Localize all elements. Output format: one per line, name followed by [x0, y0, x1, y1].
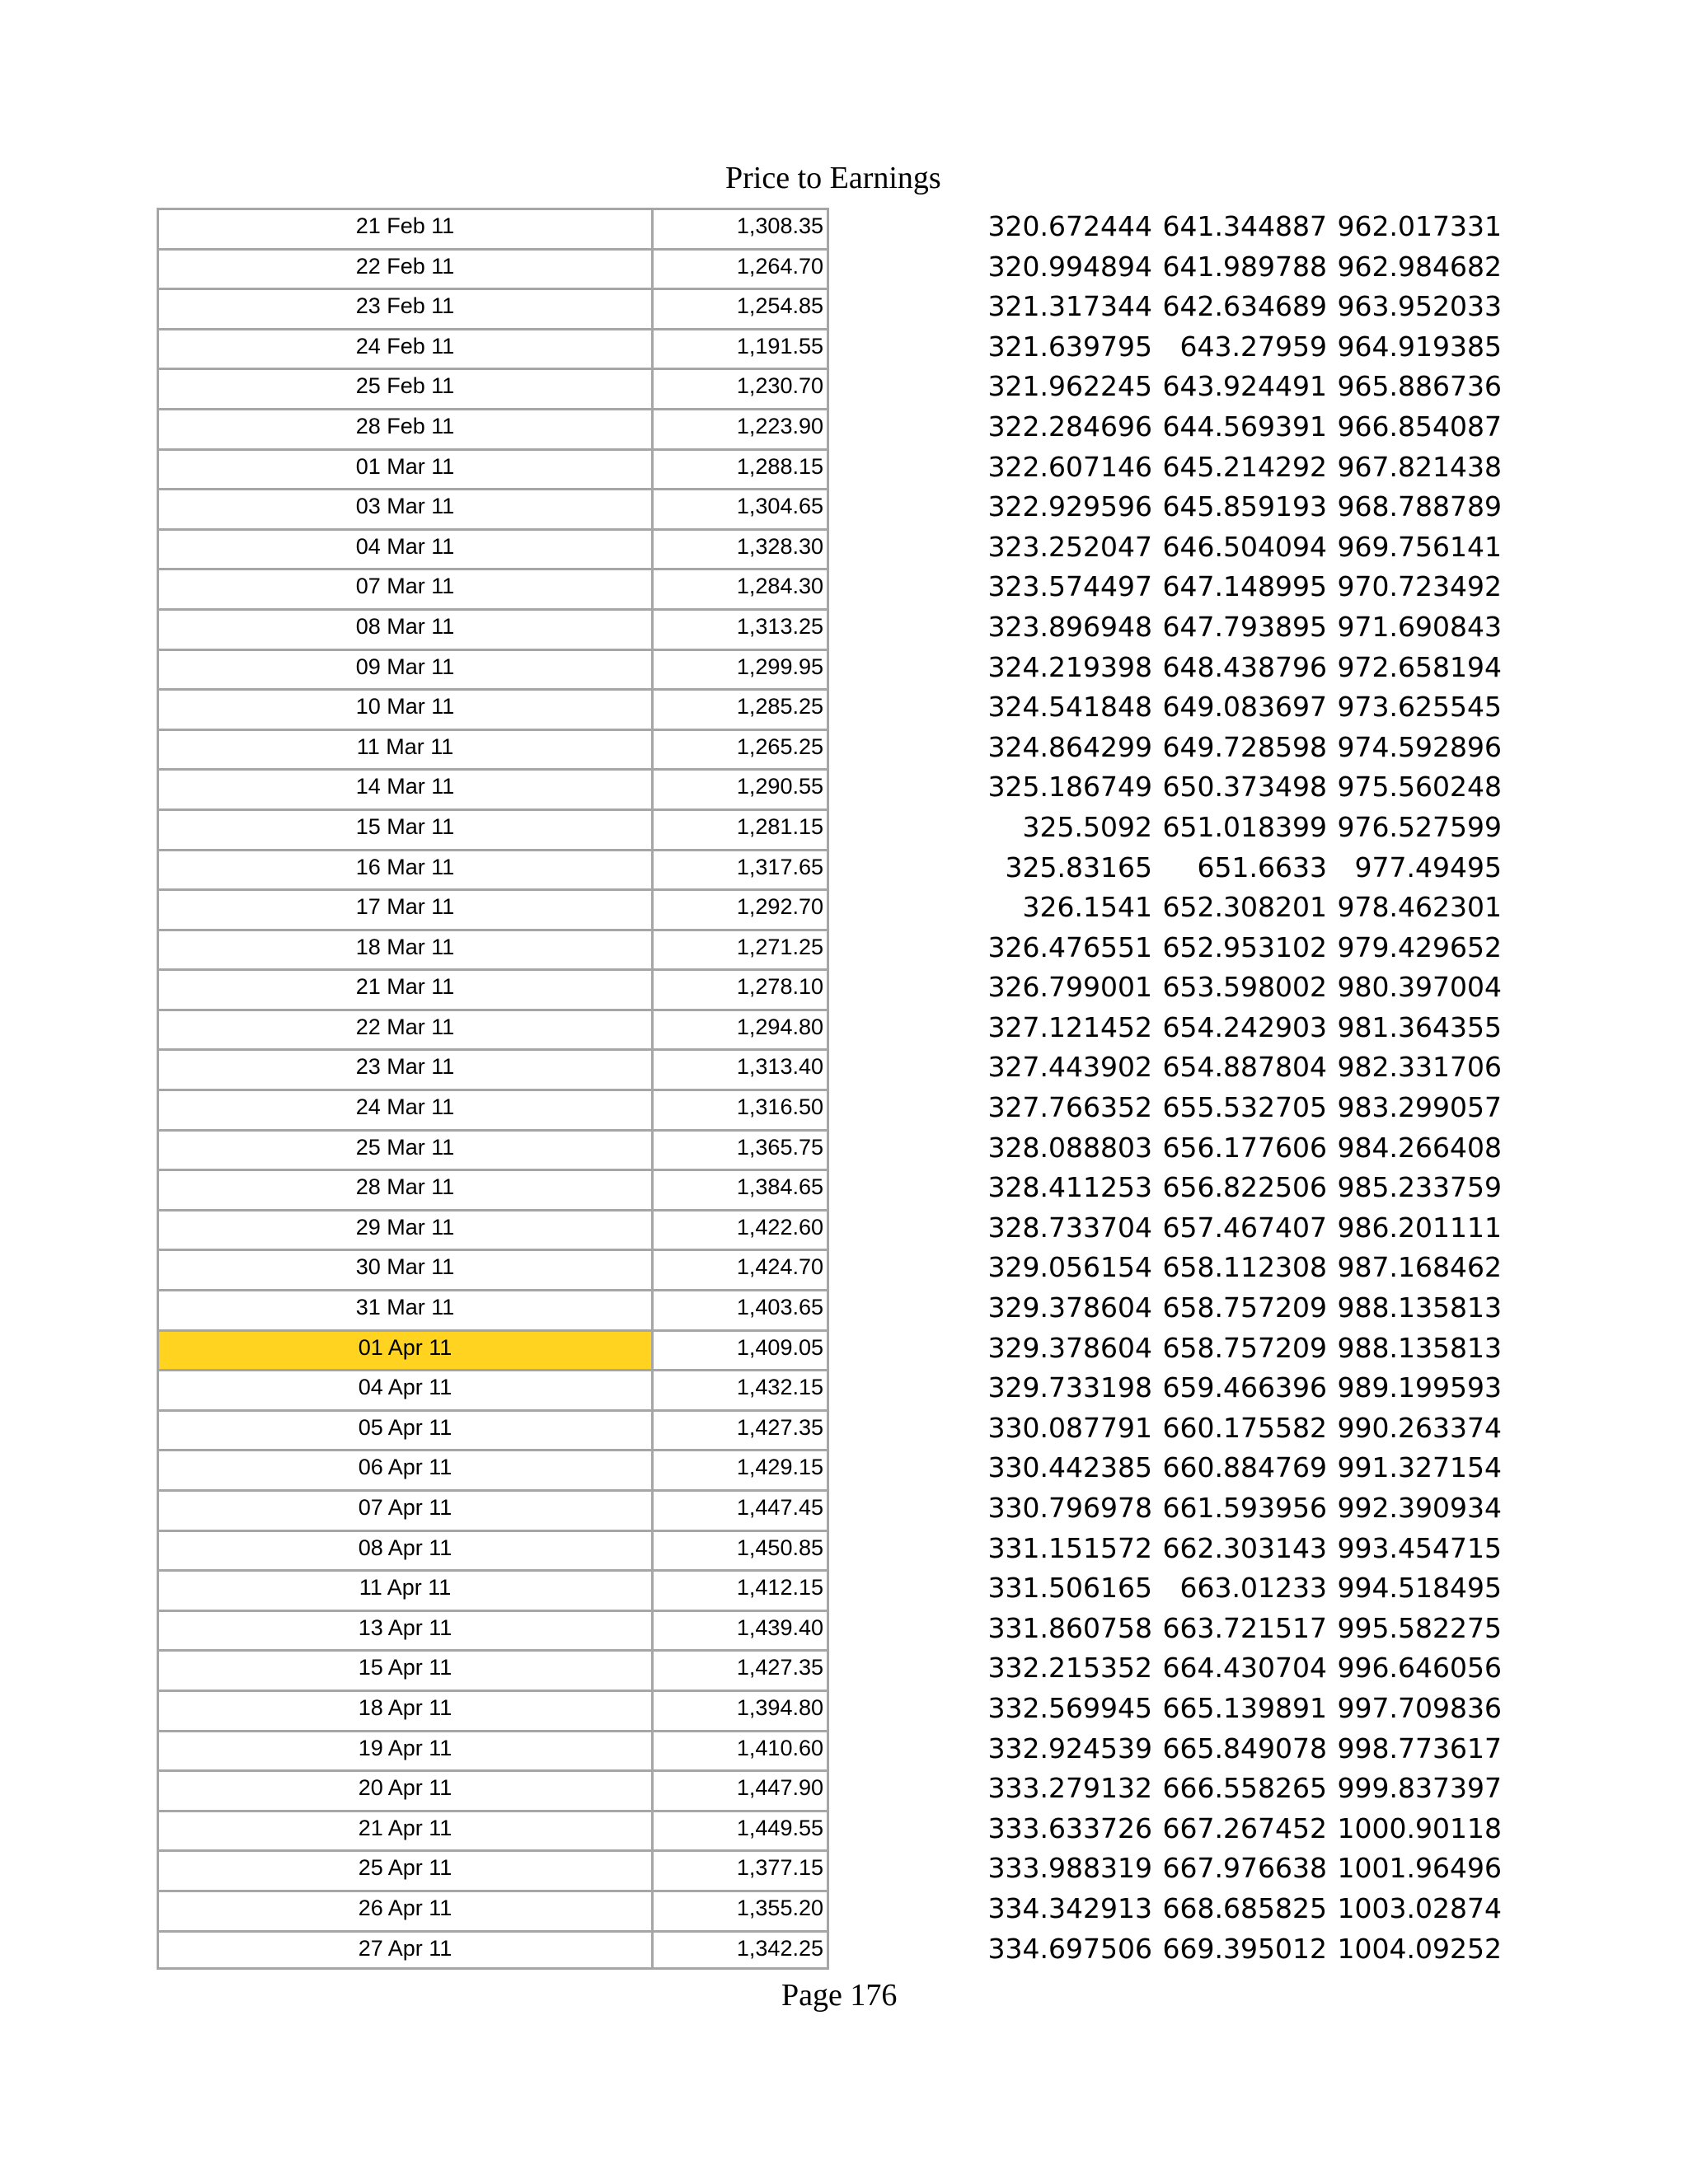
table-row: [157, 328, 1502, 368]
date-cell: 21 Apr 11: [157, 1810, 651, 1850]
price-cell: 1,412.15: [651, 1569, 829, 1610]
value-cell-1: 322.284696: [987, 410, 1152, 443]
value-cell-1: 332.924539: [987, 1732, 1152, 1765]
value-cell-2: 660.175582: [1162, 1411, 1327, 1444]
value-cell-2: 643.27959: [1179, 330, 1327, 363]
price-cell: 1,355.20: [651, 1890, 829, 1930]
date-cell: 15 Mar 11: [157, 808, 651, 849]
value-cell-2: 662.303143: [1162, 1531, 1327, 1564]
value-cell-1: 322.607146: [987, 450, 1152, 483]
price-cell: 1,281.15: [651, 808, 829, 849]
table-row: [157, 1849, 1502, 1890]
value-cell-3: 977.49495: [1354, 851, 1502, 883]
date-cell: 01 Mar 11: [157, 448, 651, 489]
price-cell: 1,377.15: [651, 1849, 829, 1890]
table-row: [157, 248, 1502, 288]
table-row: [157, 649, 1502, 689]
value-cell-3: 978.462301: [1337, 891, 1502, 924]
value-cell-2: 649.083697: [1162, 691, 1327, 724]
date-cell: 04 Apr 11: [157, 1369, 651, 1409]
value-cell-2: 655.532705: [1162, 1091, 1327, 1124]
value-cell-2: 657.467407: [1162, 1211, 1327, 1244]
table-row: [157, 1209, 1502, 1249]
date-cell: 04 Mar 11: [157, 528, 651, 569]
value-cell-1: 330.442385: [987, 1451, 1152, 1484]
value-cell-2: 654.242903: [1162, 1010, 1327, 1043]
price-cell: 1,294.80: [651, 1009, 829, 1049]
value-cell-3: 997.709836: [1337, 1691, 1502, 1724]
value-cell-1: 333.633726: [987, 1811, 1152, 1844]
value-cell-1: 320.994894: [987, 250, 1152, 283]
table-row: [157, 1649, 1502, 1690]
table-row: [157, 729, 1502, 769]
date-cell: 07 Apr 11: [157, 1489, 651, 1530]
value-cell-3: 994.518495: [1337, 1572, 1502, 1605]
value-cell-2: 656.822506: [1162, 1171, 1327, 1204]
value-cell-2: 647.148995: [1162, 570, 1327, 603]
price-cell: 1,365.75: [651, 1129, 829, 1169]
value-cell-3: 984.266408: [1337, 1131, 1502, 1164]
value-cell-2: 652.308201: [1162, 891, 1327, 924]
value-cell-2: 651.6633: [1197, 851, 1327, 883]
value-cell-3: 965.886736: [1337, 370, 1502, 403]
price-cell: 1,299.95: [651, 649, 829, 689]
date-cell: 28 Feb 11: [157, 408, 651, 448]
value-cell-3: 988.135813: [1337, 1331, 1502, 1364]
value-cell-2: 665.139891: [1162, 1691, 1327, 1724]
value-cell-3: 1001.96496: [1337, 1852, 1502, 1885]
table-row: [157, 808, 1502, 849]
value-cell-2: 658.757209: [1162, 1331, 1327, 1364]
value-cell-1: 322.929596: [987, 490, 1152, 523]
value-cell-2: 661.593956: [1162, 1492, 1327, 1524]
value-cell-1: 325.5092: [1022, 810, 1152, 843]
table-row: [157, 1690, 1502, 1730]
table-row: [157, 1289, 1502, 1329]
date-cell: 23 Mar 11: [157, 1048, 651, 1089]
table-row: [157, 528, 1502, 569]
price-cell: 1,447.90: [651, 1769, 829, 1810]
value-cell-1: 321.317344: [987, 290, 1152, 323]
price-cell: 1,316.50: [651, 1089, 829, 1129]
table-row: [157, 1048, 1502, 1089]
value-cell-3: 962.017331: [1337, 210, 1502, 242]
value-cell-3: 993.454715: [1337, 1531, 1502, 1564]
page-number: Page 176: [781, 1978, 898, 2013]
value-cell-2: 663.01233: [1179, 1572, 1327, 1605]
price-cell: 1,328.30: [651, 528, 829, 569]
table-row: [157, 448, 1502, 489]
value-cell-1: 329.378604: [987, 1291, 1152, 1324]
table-row: [157, 1930, 1502, 1971]
value-cell-2: 647.793895: [1162, 610, 1327, 643]
value-cell-1: 331.506165: [987, 1572, 1152, 1605]
value-cell-2: 665.849078: [1162, 1732, 1327, 1765]
value-cell-3: 998.773617: [1337, 1732, 1502, 1765]
value-cell-1: 323.574497: [987, 570, 1152, 603]
table-row: [157, 1089, 1502, 1129]
value-cell-3: 974.592896: [1337, 730, 1502, 763]
price-cell: 1,278.10: [651, 968, 829, 1009]
value-cell-3: 992.390934: [1337, 1492, 1502, 1524]
date-cell: 16 Mar 11: [157, 849, 651, 889]
value-cell-1: 334.697506: [987, 1932, 1152, 1965]
price-cell: 1,271.25: [651, 929, 829, 969]
table-row: [157, 1730, 1502, 1770]
date-cell: 18 Mar 11: [157, 929, 651, 969]
value-cell-2: 663.721517: [1162, 1611, 1327, 1644]
value-cell-3: 995.582275: [1337, 1611, 1502, 1644]
date-cell: 24 Feb 11: [157, 328, 651, 368]
value-cell-1: 327.121452: [987, 1010, 1152, 1043]
value-cell-2: 644.569391: [1162, 410, 1327, 443]
value-cell-1: 332.569945: [987, 1691, 1152, 1724]
price-cell: 1,447.45: [651, 1489, 829, 1530]
date-cell: 23 Feb 11: [157, 288, 651, 328]
price-cell: 1,191.55: [651, 328, 829, 368]
table-row: [157, 368, 1502, 408]
value-cell-1: 332.215352: [987, 1652, 1152, 1685]
value-cell-1: 326.799001: [987, 971, 1152, 1004]
date-cell: 11 Apr 11: [157, 1569, 651, 1610]
table-row: [157, 1329, 1502, 1370]
date-cell: 25 Apr 11: [157, 1849, 651, 1890]
value-cell-3: 968.788789: [1337, 490, 1502, 523]
value-cell-3: 983.299057: [1337, 1091, 1502, 1124]
table-row: [157, 408, 1502, 448]
value-cell-3: 964.919385: [1337, 330, 1502, 363]
value-cell-3: 963.952033: [1337, 290, 1502, 323]
price-cell: 1,342.25: [651, 1930, 829, 1971]
date-cell: 18 Apr 11: [157, 1690, 651, 1730]
date-cell: 19 Apr 11: [157, 1730, 651, 1770]
value-cell-2: 656.177606: [1162, 1131, 1327, 1164]
table-row: [157, 688, 1502, 729]
date-cell: 25 Feb 11: [157, 368, 651, 408]
value-cell-2: 642.634689: [1162, 290, 1327, 323]
value-cell-1: 326.476551: [987, 930, 1152, 963]
value-cell-1: 331.860758: [987, 1611, 1152, 1644]
value-cell-2: 651.018399: [1162, 810, 1327, 843]
value-cell-1: 333.279132: [987, 1772, 1152, 1805]
price-cell: 1,427.35: [651, 1409, 829, 1450]
price-cell: 1,284.30: [651, 568, 829, 608]
table-row: [157, 1009, 1502, 1049]
date-cell: 21 Feb 11: [157, 208, 651, 248]
date-cell: 28 Mar 11: [157, 1169, 651, 1209]
price-cell: 1,409.05: [651, 1329, 829, 1370]
value-cell-1: 328.411253: [987, 1171, 1152, 1204]
table-row: [157, 968, 1502, 1009]
table-row: [157, 208, 1502, 248]
price-cell: 1,265.25: [651, 729, 829, 769]
value-cell-2: 645.859193: [1162, 490, 1327, 523]
value-cell-3: 962.984682: [1337, 250, 1502, 283]
value-cell-3: 990.263374: [1337, 1411, 1502, 1444]
price-cell: 1,403.65: [651, 1289, 829, 1329]
price-cell: 1,432.15: [651, 1369, 829, 1409]
table-row: [157, 1769, 1502, 1810]
date-cell: 22 Feb 11: [157, 248, 651, 288]
value-cell-2: 649.728598: [1162, 730, 1327, 763]
price-cell: 1,304.65: [651, 488, 829, 528]
value-cell-3: 985.233759: [1337, 1171, 1502, 1204]
date-cell: 27 Apr 11: [157, 1930, 651, 1971]
date-cell: 03 Mar 11: [157, 488, 651, 528]
value-cell-1: 333.988319: [987, 1852, 1152, 1885]
date-cell: 21 Mar 11: [157, 968, 651, 1009]
value-cell-1: 330.087791: [987, 1411, 1152, 1444]
value-cell-2: 652.953102: [1162, 930, 1327, 963]
table-row: [157, 1169, 1502, 1209]
value-cell-3: 987.168462: [1337, 1251, 1502, 1284]
table-row: [157, 1890, 1502, 1930]
value-cell-1: 324.864299: [987, 730, 1152, 763]
value-cell-2: 641.344887: [1162, 210, 1327, 242]
price-cell: 1,313.40: [651, 1048, 829, 1089]
date-cell: 20 Apr 11: [157, 1769, 651, 1810]
value-cell-3: 1004.09252: [1337, 1932, 1502, 1965]
date-cell: 10 Mar 11: [157, 688, 651, 729]
value-cell-3: 979.429652: [1337, 930, 1502, 963]
value-cell-1: 323.896948: [987, 610, 1152, 643]
value-cell-3: 969.756141: [1337, 530, 1502, 563]
value-cell-2: 653.598002: [1162, 971, 1327, 1004]
price-cell: 1,254.85: [651, 288, 829, 328]
table-row: [157, 929, 1502, 969]
value-cell-3: 971.690843: [1337, 610, 1502, 643]
value-cell-1: 329.378604: [987, 1331, 1152, 1364]
date-cell: 25 Mar 11: [157, 1129, 651, 1169]
value-cell-3: 981.364355: [1337, 1010, 1502, 1043]
value-cell-1: 321.639795: [987, 330, 1152, 363]
date-cell: 06 Apr 11: [157, 1449, 651, 1489]
value-cell-2: 658.757209: [1162, 1291, 1327, 1324]
value-cell-3: 972.658194: [1337, 650, 1502, 683]
value-cell-3: 991.327154: [1337, 1451, 1502, 1484]
date-cell: 22 Mar 11: [157, 1009, 651, 1049]
value-cell-1: 325.186749: [987, 771, 1152, 804]
table-row: [157, 1489, 1502, 1530]
price-earnings-table: [157, 208, 1502, 1970]
value-cell-2: 668.685825: [1162, 1891, 1327, 1924]
price-cell: 1,450.85: [651, 1530, 829, 1570]
value-cell-3: 996.646056: [1337, 1652, 1502, 1685]
table-row: [157, 1530, 1502, 1570]
table-row: [157, 1610, 1502, 1650]
table-row: [157, 1449, 1502, 1489]
value-cell-3: 999.837397: [1337, 1772, 1502, 1805]
value-cell-2: 667.267452: [1162, 1811, 1327, 1844]
value-cell-2: 667.976638: [1162, 1852, 1327, 1885]
value-cell-2: 660.884769: [1162, 1451, 1327, 1484]
value-cell-2: 664.430704: [1162, 1652, 1327, 1685]
price-cell: 1,394.80: [651, 1690, 829, 1730]
value-cell-1: 320.672444: [987, 210, 1152, 242]
value-cell-2: 658.112308: [1162, 1251, 1327, 1284]
value-cell-3: 975.560248: [1337, 771, 1502, 804]
value-cell-3: 970.723492: [1337, 570, 1502, 603]
price-cell: 1,223.90: [651, 408, 829, 448]
table-row: [157, 768, 1502, 808]
value-cell-2: 643.924491: [1162, 370, 1327, 403]
table-row: [157, 888, 1502, 929]
price-cell: 1,449.55: [651, 1810, 829, 1850]
value-cell-3: 976.527599: [1337, 810, 1502, 843]
table-row: [157, 1129, 1502, 1169]
price-cell: 1,290.55: [651, 768, 829, 808]
value-cell-3: 1003.02874: [1337, 1891, 1502, 1924]
date-cell: 24 Mar 11: [157, 1089, 651, 1129]
table-row: [157, 1810, 1502, 1850]
value-cell-2: 669.395012: [1162, 1932, 1327, 1965]
value-cell-2: 666.558265: [1162, 1772, 1327, 1805]
value-cell-1: 328.088803: [987, 1131, 1152, 1164]
page-title-text: Price to Earnings: [725, 161, 941, 195]
value-cell-3: 988.135813: [1337, 1291, 1502, 1324]
date-cell: 30 Mar 11: [157, 1249, 651, 1289]
value-cell-3: 966.854087: [1337, 410, 1502, 443]
value-cell-1: 326.1541: [1022, 891, 1152, 924]
value-cell-3: 1000.90118: [1337, 1811, 1502, 1844]
value-cell-2: 650.373498: [1162, 771, 1327, 804]
table-row: [157, 1249, 1502, 1289]
value-cell-2: 645.214292: [1162, 450, 1327, 483]
date-cell: 13 Apr 11: [157, 1610, 651, 1650]
value-cell-3: 980.397004: [1337, 971, 1502, 1004]
price-cell: 1,317.65: [651, 849, 829, 889]
date-cell: 07 Mar 11: [157, 568, 651, 608]
table-row: [157, 849, 1502, 889]
value-cell-3: 989.199593: [1337, 1371, 1502, 1404]
value-cell-1: 328.733704: [987, 1211, 1152, 1244]
value-cell-1: 321.962245: [987, 370, 1152, 403]
price-cell: 1,313.25: [651, 608, 829, 649]
value-cell-2: 641.989788: [1162, 250, 1327, 283]
date-cell: 05 Apr 11: [157, 1409, 651, 1450]
value-cell-1: 329.733198: [987, 1371, 1152, 1404]
value-cell-1: 324.219398: [987, 650, 1152, 683]
price-cell: 1,410.60: [651, 1730, 829, 1770]
highlighted-date-cell: 01 Apr 11: [157, 1329, 651, 1370]
table-row: [157, 568, 1502, 608]
value-cell-3: 973.625545: [1337, 691, 1502, 724]
date-cell: 26 Apr 11: [157, 1890, 651, 1930]
price-cell: 1,429.15: [651, 1449, 829, 1489]
value-cell-1: 331.151572: [987, 1531, 1152, 1564]
price-cell: 1,230.70: [651, 368, 829, 408]
price-cell: 1,424.70: [651, 1249, 829, 1289]
table-row: [157, 1369, 1502, 1409]
value-cell-1: 330.796978: [987, 1492, 1152, 1524]
value-cell-3: 986.201111: [1337, 1211, 1502, 1244]
date-cell: 08 Apr 11: [157, 1530, 651, 1570]
price-cell: 1,285.25: [651, 688, 829, 729]
price-cell: 1,264.70: [651, 248, 829, 288]
price-cell: 1,292.70: [651, 888, 829, 929]
value-cell-1: 327.443902: [987, 1051, 1152, 1084]
date-cell: 15 Apr 11: [157, 1649, 651, 1690]
price-cell: 1,439.40: [651, 1610, 829, 1650]
value-cell-2: 659.466396: [1162, 1371, 1327, 1404]
value-cell-1: 323.252047: [987, 530, 1152, 563]
table-row: [157, 488, 1502, 528]
table-row: [157, 1569, 1502, 1610]
value-cell-1: 334.342913: [987, 1891, 1152, 1924]
date-cell: 14 Mar 11: [157, 768, 651, 808]
date-cell: 09 Mar 11: [157, 649, 651, 689]
date-cell: 29 Mar 11: [157, 1209, 651, 1249]
value-cell-1: 329.056154: [987, 1251, 1152, 1284]
date-cell: 17 Mar 11: [157, 888, 651, 929]
date-cell: 31 Mar 11: [157, 1289, 651, 1329]
price-cell: 1,288.15: [651, 448, 829, 489]
value-cell-2: 648.438796: [1162, 650, 1327, 683]
table-row: [157, 288, 1502, 328]
value-cell-3: 967.821438: [1337, 450, 1502, 483]
price-cell: 1,422.60: [651, 1209, 829, 1249]
price-cell: 1,427.35: [651, 1649, 829, 1690]
table-row: [157, 608, 1502, 649]
value-cell-3: 982.331706: [1337, 1051, 1502, 1084]
value-cell-1: 327.766352: [987, 1091, 1152, 1124]
date-cell: 11 Mar 11: [157, 729, 651, 769]
value-cell-2: 654.887804: [1162, 1051, 1327, 1084]
price-cell: 1,384.65: [651, 1169, 829, 1209]
value-cell-1: 324.541848: [987, 691, 1152, 724]
date-cell: 08 Mar 11: [157, 608, 651, 649]
value-cell-1: 325.83165: [1005, 851, 1152, 883]
price-cell: 1,308.35: [651, 208, 829, 248]
table-row: [157, 1409, 1502, 1450]
value-cell-2: 646.504094: [1162, 530, 1327, 563]
